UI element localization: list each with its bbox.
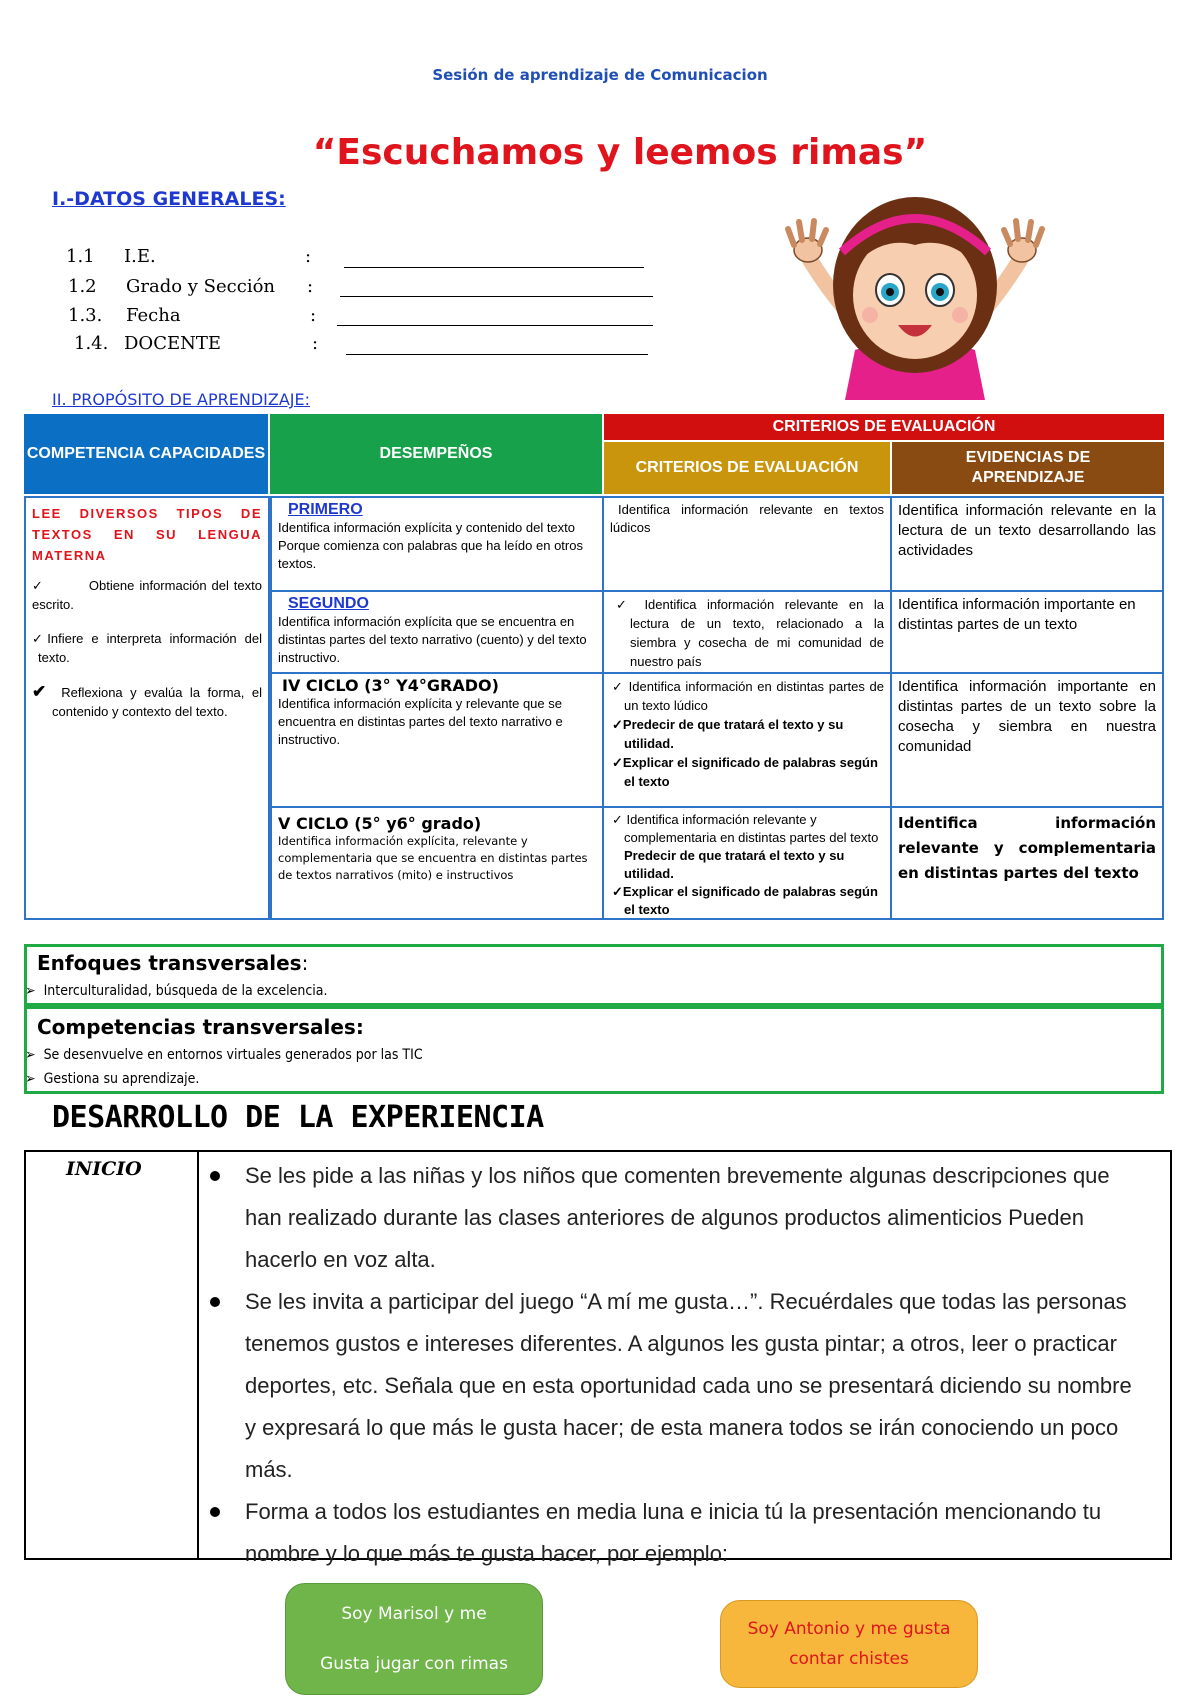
section-datos-generales: I.-DATOS GENERALES:: [52, 188, 286, 210]
evidencia-iv-ciclo: Identifica información importante en distintas partes de un texto sobre la cosecha y siembra en nuestra comunidad: [890, 672, 1164, 808]
competencias-title: Competencias transversales:: [37, 1015, 364, 1039]
page-title: “Escuchamos y leemos rimas”: [312, 132, 928, 173]
desempeno-segundo: SEGUNDO Identifica información explícita que se encuentra en distintas partes del texto narrativo (cuento) y del texto instructivo.: [270, 590, 604, 674]
desempeno-v-ciclo: V CICLO (5° y6° grado) Identifica información explícita, relevante y complementaria que se encuentra en distintas partes de textos narrativos (mito) e instructivos: [270, 806, 604, 920]
desarrollo-title: DESARROLLO DE LA EXPERIENCIA: [52, 1100, 544, 1135]
criterio-primero: Identifica información relevante en textos lúdicos: [602, 496, 892, 592]
girl-illustration: [780, 190, 1050, 400]
bullet-icon: [210, 1297, 220, 1307]
header-criterios-top: CRITERIOS DE EVALUACIÓN: [604, 414, 1164, 440]
section-proposito: II. PROPÓSITO DE APRENDIZAJE:: [52, 390, 311, 409]
evidencia-v-ciclo: Identifica información relevante y complementaria en distintas partes del texto: [890, 806, 1164, 920]
evidencia-primero: Identifica información relevante en la lectura de un texto desarrollando las actividades: [890, 496, 1164, 592]
criterio-segundo: ✓ Identifica información relevante en la lectura de un texto, relacionado a la siembra y cosecha de mi comunidad de nuestro país: [602, 590, 892, 674]
competencias-box: [24, 1006, 1164, 1094]
inicio-label: INICIO: [66, 1158, 142, 1180]
criterio-v-ciclo: ✓ Identifica información relevante y complementaria en distintas partes del texto Predecir de que tratará el texto y su utilidad. ✓Explicar el significado de palabras según el texto: [602, 806, 892, 920]
inicio-item-2: Se les invita a participar del juego “A mí me gusta…”. Recuérdales que todas las personas tenemos gustos e intereses diferentes. A algunos les gusta pintar; a otros, leer o practicar deportes, etc. Señala que en esta oportunidad cada uno se presentará diciendo su nombre y expresará lo que más le gusta hacer; de esta manera todos se irán conociendo un poco más.: [245, 1289, 1132, 1482]
header-criterios: CRITERIOS DE EVALUACIÓN: [604, 442, 890, 494]
enfoques-title: Enfoques transversales:: [37, 951, 309, 975]
header-evidencias: EVIDENCIAS DE APRENDIZAJE: [892, 442, 1164, 494]
enfoques-item: ➢ Interculturalidad, búsqueda de la excelencia.: [25, 983, 328, 999]
inicio-item-3: Forma a todos los estudiantes en media luna e inicia tú la presentación mencionando tu nombre y lo que más te gusta hacer, por ejemplo:: [245, 1499, 1102, 1566]
header-desempenos: DESEMPEÑOS: [270, 414, 602, 494]
evidencia-segundo: Identifica información importante en distintas partes de un texto: [890, 590, 1164, 674]
bubble-marisol: Soy Marisol y me Gusta jugar con rimas: [285, 1583, 543, 1695]
bullet-icon: [210, 1171, 220, 1181]
header-competencia: COMPETENCIA CAPACIDADES: [24, 414, 268, 494]
competencia-cell: LEE DIVERSOS TIPOS DE TEXTOS EN SU LENGUA MATERNA ✓ Obtiene información del texto escrito. ✓Infiere e interpreta información del texto. ✔ Reflexiona y evalúa la forma, el contenido y contexto del texto.: [24, 496, 270, 920]
inicio-item-1: Se les pide a las niñas y los niños que comenten brevemente algunas descripciones que han realizado durante las clases anteriores de algunos productos alimenticios Pueden hacerlo en voz alta.: [245, 1163, 1110, 1272]
criterio-iv-ciclo: ✓ Identifica información en distintas partes de un texto lúdico ✓Predecir de que tratará el texto y su utilidad. ✓Explicar el significado de palabras según el texto: [602, 672, 892, 808]
competencias-item-tic: ➢ Se desenvuelve en entornos virtuales generados por las TIC: [25, 1047, 423, 1063]
competencias-item-gestiona: ➢ Gestiona su aprendizaje.: [25, 1071, 200, 1087]
bullet-icon: [210, 1507, 220, 1517]
enfoques-box: [24, 944, 1164, 1006]
bubble-antonio: Soy Antonio y me gusta contar chistes: [720, 1600, 978, 1688]
desempeno-iv-ciclo: IV CICLO (3° Y4°GRADO) Identifica información explícita y relevante que se encuentra en distintas partes del texto narrativo e instructivo.: [270, 672, 604, 808]
page-header: Sesión de aprendizaje de Comunicacion: [432, 66, 768, 84]
desempeno-primero: PRIMERO Identifica información explícita y contenido del texto Porque comienza con palabras que ha leído en otros textos.: [270, 496, 604, 592]
